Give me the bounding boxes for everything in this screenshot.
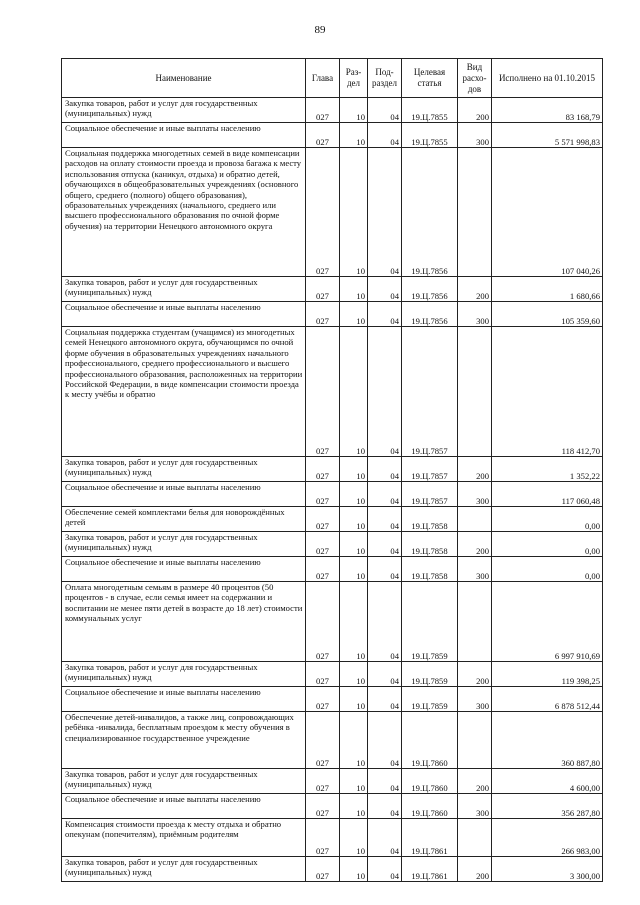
row-expense-type-cell: 300 [458,794,492,819]
row-executed-cell: 118 412,70 [492,327,603,457]
row-expense-type-cell: 300 [458,123,492,148]
header-name: Наименование [62,59,306,98]
row-chapter-cell: 027 [306,557,340,582]
row-section-cell: 10 [340,857,368,882]
row-executed-cell: 107 040,26 [492,148,603,277]
table-row [62,148,603,277]
row-subsection-cell: 04 [368,687,402,712]
row-section-cell: 10 [340,148,368,277]
row-subsection-cell: 04 [368,819,402,857]
row-subsection-cell: 04 [368,857,402,882]
row-chapter-cell: 027 [306,148,340,277]
row-expense-type-cell: 300 [458,557,492,582]
row-target-cell: 19.Ц.7855 [402,123,458,148]
table-row [62,457,603,482]
row-name-cell: Социальное обеспечение и иные выплаты населению [62,482,306,507]
table-row [62,794,603,819]
row-section-cell: 10 [340,662,368,687]
table-row [62,98,603,123]
row-target-cell: 19.Ц.7859 [402,582,458,662]
row-name-cell: Социальное обеспечение и иные выплаты населению [62,123,306,148]
row-name-cell: Обеспечение детей-инвалидов, а также лиц, сопровождающих ребёнка -инвалида, бесплатным проездом к месту обучения в специализированное государственное учреждение [62,712,306,769]
row-chapter-cell: 027 [306,327,340,457]
row-section-cell: 10 [340,302,368,327]
row-target-cell: 19.Ц.7861 [402,819,458,857]
row-target-cell: 19.Ц.7858 [402,557,458,582]
row-target-cell: 19.Ц.7861 [402,857,458,882]
row-chapter-cell: 027 [306,482,340,507]
table-row [62,582,603,662]
row-expense-type-cell: 200 [458,769,492,794]
row-target-cell: 19.Ц.7859 [402,687,458,712]
row-executed-cell: 3 300,00 [492,857,603,882]
row-section-cell: 10 [340,457,368,482]
row-section-cell: 10 [340,123,368,148]
row-name-cell: Закупка товаров, работ и услуг для государственных (муниципальных) нужд [62,769,306,794]
row-executed-cell: 4 600,00 [492,769,603,794]
row-chapter-cell: 027 [306,769,340,794]
table-row [62,532,603,557]
row-name-cell: Социальная поддержка многодетных семей в виде компенсации расходов на оплату стоимости проезда и провоза багажа к месту использования отпуска (каникул, отдыха) и обратно детей, обучающихся в общеобразовательных учреждениях (основного общего, среднего (полного) общего образования), образовательных учреждениях (начального, среднего или высшего профессионального образования по очной форме обучения) на территории Ненецкого автономного округа [62,148,306,277]
row-executed-cell: 356 287,80 [492,794,603,819]
row-name-cell: Социальное обеспечение и иные выплаты населению [62,794,306,819]
row-name-cell: Социальная поддержка студентам (учащимся) из многодетных семей Ненецкого автономного округа, обучающимся по очной форме обучения в образовательных учреждениях начального профессионального, среднего профессионального и высшего профессионального образования, расположенных на территории Российской Федерации, в виде компенсации стоимости проезда к месту учёбы и обратно [62,327,306,457]
row-section-cell: 10 [340,819,368,857]
row-chapter-cell: 027 [306,277,340,302]
row-section-cell: 10 [340,582,368,662]
row-name-cell: Социальное обеспечение и иные выплаты населению [62,302,306,327]
row-executed-cell: 83 168,79 [492,98,603,123]
row-executed-cell: 6 997 910,69 [492,582,603,662]
row-subsection-cell: 04 [368,769,402,794]
row-name-cell: Компенсация стоимости проезда к месту отдыха и обратно опекунам (попечителям), приёмным родителям [62,819,306,857]
row-subsection-cell: 04 [368,457,402,482]
row-section-cell: 10 [340,557,368,582]
row-subsection-cell: 04 [368,712,402,769]
row-expense-type-cell: 200 [458,98,492,123]
row-chapter-cell: 027 [306,532,340,557]
row-expense-type-cell: 300 [458,302,492,327]
header-expense-type: Вид расхо-дов [458,59,492,98]
table-row [62,327,603,457]
table-row [62,507,603,532]
row-executed-cell: 266 983,00 [492,819,603,857]
row-name-cell: Социальное обеспечение и иные выплаты населению [62,557,306,582]
row-subsection-cell: 04 [368,582,402,662]
row-target-cell: 19.Ц.7857 [402,457,458,482]
row-executed-cell: 1 352,22 [492,457,603,482]
row-executed-cell: 0,00 [492,532,603,557]
row-name-cell: Закупка товаров, работ и услуг для государственных (муниципальных) нужд [62,857,306,882]
row-chapter-cell: 027 [306,123,340,148]
table-row [62,712,603,769]
row-target-cell: 19.Ц.7855 [402,98,458,123]
row-executed-cell: 6 878 512,44 [492,687,603,712]
row-expense-type-cell [458,148,492,277]
table-row [62,302,603,327]
row-section-cell: 10 [340,98,368,123]
row-target-cell: 19.Ц.7857 [402,327,458,457]
row-executed-cell: 1 680,66 [492,277,603,302]
row-target-cell: 19.Ц.7856 [402,277,458,302]
header-section: Раз-дел [340,59,368,98]
row-subsection-cell: 04 [368,662,402,687]
table-row [62,769,603,794]
row-expense-type-cell: 200 [458,457,492,482]
row-chapter-cell: 027 [306,857,340,882]
row-expense-type-cell [458,507,492,532]
row-executed-cell: 117 060,48 [492,482,603,507]
row-executed-cell: 360 887,80 [492,712,603,769]
row-section-cell: 10 [340,687,368,712]
row-target-cell: 19.Ц.7859 [402,662,458,687]
row-section-cell: 10 [340,507,368,532]
row-name-cell: Оплата многодетным семьям в размере 40 процентов (50 процентов - в случае, если семья имеет на содержании и воспитании не менее пяти детей в возрасте до 18 лет) стоимости коммунальных услуг [62,582,306,662]
row-name-cell: Обеспечение семей комплектами белья для новорождённых детей [62,507,306,532]
row-expense-type-cell [458,712,492,769]
row-subsection-cell: 04 [368,148,402,277]
row-target-cell: 19.Ц.7860 [402,794,458,819]
header-target: Целевая статья [402,59,458,98]
table-row [62,123,603,148]
row-subsection-cell: 04 [368,507,402,532]
row-expense-type-cell: 200 [458,277,492,302]
row-section-cell: 10 [340,794,368,819]
row-name-cell: Социальное обеспечение и иные выплаты населению [62,687,306,712]
row-subsection-cell: 04 [368,557,402,582]
row-chapter-cell: 027 [306,582,340,662]
row-section-cell: 10 [340,769,368,794]
row-section-cell: 10 [340,327,368,457]
row-name-cell: Закупка товаров, работ и услуг для государственных (муниципальных) нужд [62,457,306,482]
row-expense-type-cell: 300 [458,687,492,712]
row-subsection-cell: 04 [368,482,402,507]
row-section-cell: 10 [340,532,368,557]
row-name-cell: Закупка товаров, работ и услуг для государственных (муниципальных) нужд [62,662,306,687]
table-row [62,687,603,712]
row-target-cell: 19.Ц.7856 [402,148,458,277]
row-expense-type-cell: 300 [458,482,492,507]
row-executed-cell: 5 571 998,83 [492,123,603,148]
row-expense-type-cell [458,819,492,857]
page-number: 89 [314,24,326,36]
row-name-cell: Закупка товаров, работ и услуг для государственных (муниципальных) нужд [62,98,306,123]
table-row [62,857,603,882]
header-row [62,59,603,98]
row-target-cell: 19.Ц.7860 [402,712,458,769]
row-chapter-cell: 027 [306,819,340,857]
row-expense-type-cell [458,582,492,662]
table-row [62,662,603,687]
row-subsection-cell: 04 [368,123,402,148]
row-chapter-cell: 027 [306,507,340,532]
header-subsection: Под-раздел [368,59,402,98]
table-row [62,819,603,857]
row-chapter-cell: 027 [306,794,340,819]
row-target-cell: 19.Ц.7858 [402,532,458,557]
row-executed-cell: 119 398,25 [492,662,603,687]
row-chapter-cell: 027 [306,302,340,327]
row-expense-type-cell: 200 [458,857,492,882]
row-chapter-cell: 027 [306,712,340,769]
row-executed-cell: 0,00 [492,557,603,582]
row-target-cell: 19.Ц.7858 [402,507,458,532]
row-section-cell: 10 [340,482,368,507]
row-executed-cell: 0,00 [492,507,603,532]
budget-table [61,58,603,882]
table-row [62,482,603,507]
row-executed-cell: 105 359,60 [492,302,603,327]
row-chapter-cell: 027 [306,687,340,712]
row-expense-type-cell: 200 [458,662,492,687]
row-chapter-cell: 027 [306,98,340,123]
row-target-cell: 19.Ц.7860 [402,769,458,794]
table-row [62,557,603,582]
header-executed: Исполнено на 01.10.2015 [492,59,603,98]
table-row [62,277,603,302]
row-target-cell: 19.Ц.7856 [402,302,458,327]
row-subsection-cell: 04 [368,98,402,123]
row-expense-type-cell: 200 [458,532,492,557]
row-subsection-cell: 04 [368,532,402,557]
row-target-cell: 19.Ц.7857 [402,482,458,507]
header-chapter: Глава [306,59,340,98]
row-expense-type-cell [458,327,492,457]
row-chapter-cell: 027 [306,457,340,482]
row-name-cell: Закупка товаров, работ и услуг для государственных (муниципальных) нужд [62,277,306,302]
row-section-cell: 10 [340,277,368,302]
row-subsection-cell: 04 [368,327,402,457]
row-section-cell: 10 [340,712,368,769]
row-name-cell: Закупка товаров, работ и услуг для государственных (муниципальных) нужд [62,532,306,557]
row-subsection-cell: 04 [368,277,402,302]
row-chapter-cell: 027 [306,662,340,687]
row-subsection-cell: 04 [368,794,402,819]
row-subsection-cell: 04 [368,302,402,327]
